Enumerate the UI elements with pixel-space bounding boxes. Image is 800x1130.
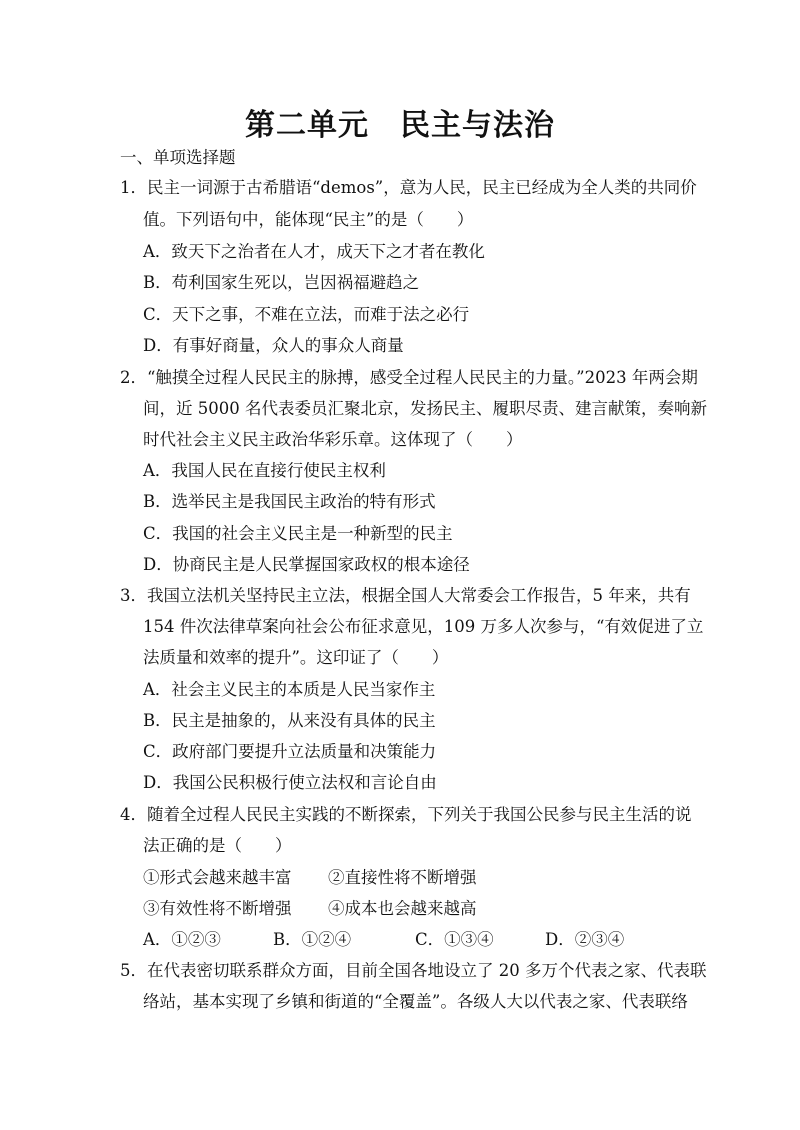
question-stem-line: 法质量和效率的提升”。这印证了（ ）: [143, 648, 449, 667]
option-c: C．①③④: [415, 930, 494, 949]
statement-1: ①形式会越来越丰富: [143, 868, 292, 887]
option-b: B．①②④: [273, 930, 352, 949]
question-stem-line: 4．随着全过程人民民主实践的不断探索，下列关于我国公民参与民主生活的说: [120, 805, 692, 824]
option-d: D．协商民主是人民掌握国家政权的根本途径: [143, 555, 470, 574]
question-stem-line: 1．民主一词源于古希腊语“demos”，意为人民，民主已经成为全人类的共同价: [120, 178, 697, 197]
option-c: C．我国的社会主义民主是一种新型的民主: [143, 524, 453, 543]
option-b: B．选举民主是我国民主政治的特有形式: [143, 492, 436, 511]
question-stem-line: 5．在代表密切联系群众方面，目前全国各地设立了 20 多万个代表之家、代表联: [120, 961, 707, 980]
question-stem-line: 络站，基本实现了乡镇和街道的“全覆盖”。各级人大以代表之家、代表联络: [143, 992, 688, 1011]
statement-2: ②直接性将不断增强: [328, 868, 477, 887]
question-stem-line: 值。下列语句中，能体现“民主”的是（ ）: [143, 210, 474, 229]
option-a: A．我国人民在直接行使民主权利: [143, 461, 386, 480]
page-title: 第二单元 民主与法治: [245, 108, 555, 143]
statement-4: ④成本也会越来越高: [328, 899, 477, 918]
option-a: A．①②③: [143, 930, 221, 949]
option-a: A．社会主义民主的本质是人民当家作主: [143, 680, 436, 699]
question-stem-line: 时代社会主义民主政治华彩乐章。这体现了（ ）: [143, 430, 523, 449]
option-b: B．苟利国家生死以，岂因祸福避趋之: [143, 273, 420, 292]
option-b: B．民主是抽象的，从来没有具体的民主: [143, 711, 436, 730]
section-heading: 一、单项选择题: [120, 148, 236, 167]
option-c: C．政府部门要提升立法质量和决策能力: [143, 742, 437, 761]
option-c: C．天下之事，不难在立法，而难于法之必行: [143, 305, 470, 324]
question-stem-line: 154 件次法律草案向社会公布征求意见，109 万多人次参与，“有效促进了立: [143, 617, 704, 636]
statement-3: ③有效性将不断增强: [143, 899, 292, 918]
question-stem-line: 2．“触摸全过程人民民主的脉搏，感受全过程人民民主的力量。”2023 年两会期: [120, 368, 698, 387]
question-stem-line: 3．我国立法机关坚持民主立法，根据全国人大常委会工作报告，5 年来，共有: [120, 586, 691, 605]
option-a: A．致天下之治者在人才，成天下之才者在教化: [143, 242, 485, 261]
option-d: D．有事好商量，众人的事众人商量: [143, 336, 404, 355]
option-d: D．②③④: [545, 930, 625, 949]
question-stem-line: 法正确的是（ ）: [143, 836, 292, 855]
question-stem-line: 间，近 5000 名代表委员汇聚北京，发扬民主、履职尽责、建言献策，奏响新: [143, 399, 707, 418]
option-d: D．我国公民积极行使立法权和言论自由: [143, 773, 437, 792]
